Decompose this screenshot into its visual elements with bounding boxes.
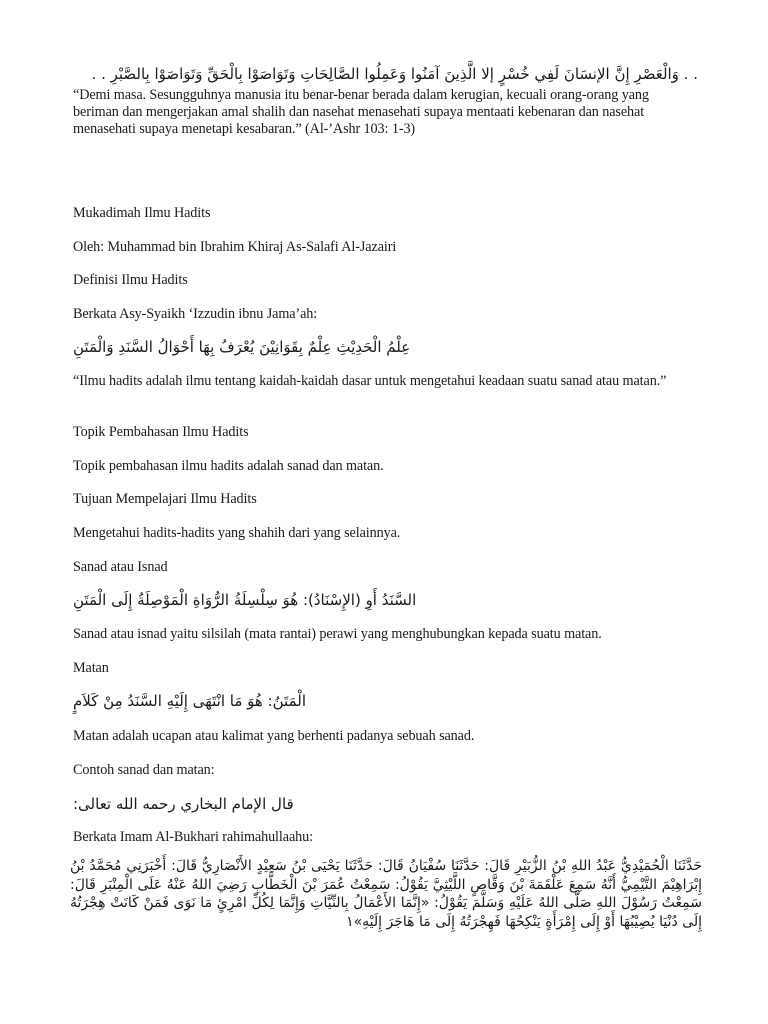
example-intro: Berkata Imam Al-Bukhari rahimahullaahu: — [73, 829, 313, 845]
purpose-text: Mengetahui hadits-hadits yang shahih dari yang selainnya. — [73, 525, 401, 541]
author-line: Oleh: Muhammad bin Ibrahim Khiraj As-Salafi Al-Jazairi — [73, 239, 397, 255]
matan-arabic-wrap — [73, 691, 698, 711]
definition-arabic: عِلْمُ الْحَدِيْثِ عِلْمٌ بِقَوَانِيْنَ يُعْرَفُ بِهَا أَحْوَالُ السَّنَدِ وَالْمَتَنِ — [73, 338, 411, 356]
topic-text: Topik pembahasan ilmu hadits adalah sanad dan matan. — [73, 458, 384, 474]
definition-arabic-wrap — [73, 337, 698, 357]
document-title: Mukadimah Ilmu Hadits — [73, 205, 211, 221]
definition-translation: “Ilmu hadits adalah ilmu tentang kaidah-kaidah dasar untuk mengetahui keadaan suatu sanad atau matan.” — [73, 373, 667, 389]
matan-arabic: الْمَتَنُ: هُوَ مَا انْتَهَى إِلَيْهِ السَّنَدُ مِنْ كَلاَمٍ — [73, 692, 306, 710]
definition-intro: Berkata Asy-Syaikh ‘Izzudin ibnu Jama’ah: — [73, 306, 318, 322]
hadith-text: حَدَّثَنَا الْحُمَيْدِيُّ عَبْدُ اللهِ بْنُ الزُّبَيْرِ قَالَ: حَدَّثَنَا سُفْيَانُ قَالَ: حَدَّثَنَا يَحْيَى بْنُ سَعِيْدٍ الأَنْصَارِيُّ قَالَ: أَخْبَرَنِي مُحَمَّدُ بْنُ إِبْرَاهِيْمَ التَّيْمِيُّ أَنَّهُ سَمِعَ عَلْقَمَةَ بْنَ وَقَّاصٍ اللَّيْثِيَّ يَقُوْلُ: سَمِعْتُ عُمَرَ بْنَ الْخَطَّابِ رَضِيَ اللهُ عَنْهُ عَلَى الْمِنْبَرِ قَالَ: سَمِعْتُ رَسُوْلَ اللهِ صَلَّى اللهُ عَلَيْهِ وَسَلَّمَ يَقُوْلُ: «إِنَّمَا الأَعْمَالُ بِالنِّيَّاتِ وَإِنَّمَا لِكُلِّ امْرِئٍ مَا نَوَى فَمَنْ كَانَتْ هِجْرَتُهُ إِلَى دُنْيَا يُصِيْبُهَا أَوْ إِلَى إِمْرَأَةٍ يَنْكِحُهَا فَهِجْرَتُهُ إِلَى مَا هَاجَرَ إِلَيْهِ»١ — [70, 858, 702, 930]
example-arabic-intro-wrap — [73, 794, 698, 814]
purpose-heading: Tujuan Mempelajari Ilmu Hadits — [73, 491, 257, 507]
topic-heading: Topik Pembahasan Ilmu Hadits — [73, 424, 249, 440]
definition-heading: Definisi Ilmu Hadits — [73, 272, 188, 288]
sanad-heading: Sanad atau Isnad — [73, 559, 168, 575]
sanad-arabic-wrap — [73, 590, 698, 610]
opening-verse-arabic: . . وَالْعَصْرِ إِنَّ الإنسَانَ لَفِي خُسْرٍ إلا الَّذِينَ آمَنُوا وَعَمِلُوا الصَّالِحَاتِ وَتَوَاصَوْا بِالْحَقِّ وَتَوَاصَوْا بِالصَّبْرِ . . — [91, 65, 698, 83]
sanad-arabic: السَّنَدُ أَوِ (الإِسْنَادُ): هُوَ سِلْسِلَةُ الرُّوَاةِ الْمَوْصِلَةُ إِلَى الْمَتَنِ — [73, 591, 417, 609]
opening-verse-translation: “Demi masa. Sesungguhnya manusia itu benar-benar berada dalam kerugian, kecuali orang-orang yang beriman dan mengerjakan amal shalih dan nasehat menasehati supaya mentaati kebenaran dan nasehat menasehati supaya menetapi kesabaran.” (Al-’Ashr 103: 1-3) — [73, 87, 649, 137]
matan-text: Matan adalah ucapan atau kalimat yang berhenti padanya sebuah sanad. — [73, 728, 475, 744]
matan-heading: Matan — [73, 660, 109, 676]
sanad-text: Sanad atau isnad yaitu silsilah (mata rantai) perawi yang menghubungkan kepada suatu matan. — [73, 626, 602, 642]
example-arabic-intro: قال الإمام البخاري رحمه الله تعالى: — [73, 795, 294, 813]
example-heading: Contoh sanad dan matan: — [73, 762, 215, 778]
